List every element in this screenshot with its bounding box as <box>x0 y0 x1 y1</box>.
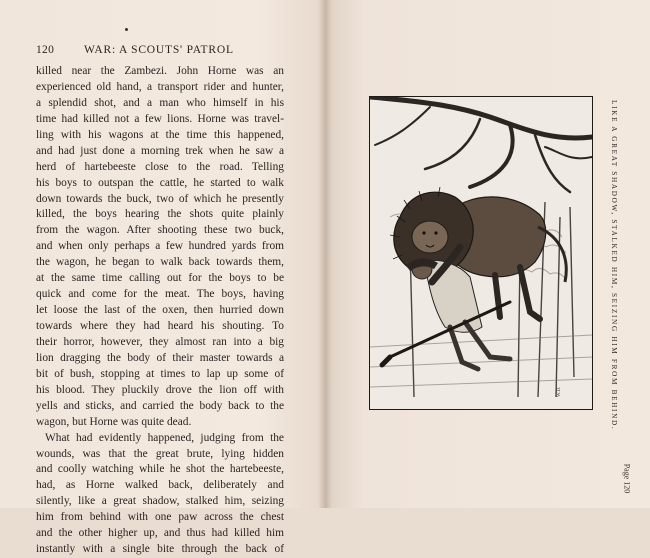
text-line: time had killed not a few lions. Horne was travel- <box>36 112 284 125</box>
text-line: bit of bush, stopping at times to lap up some of <box>36 367 284 380</box>
illustration-plate <box>369 96 593 410</box>
text-line: silently, like a great shadow, stalked him, seizing <box>36 495 284 508</box>
text-line: instantly with a single bite through the back of <box>36 543 284 556</box>
text-line: wagon, but Horne was quite dead. <box>36 415 192 428</box>
text-line: his boys to outspan the cattle, he started to walk <box>36 176 284 189</box>
plate-caption: LIKE A GREAT SHADOW, STALKED HIM, SEIZING HIM FROM BEHIND. <box>610 100 618 431</box>
text-line: his blood. They pluckily drove the lion off with <box>36 383 284 396</box>
text-line: towards where they had heard his shouting. To <box>36 320 284 332</box>
text-line: herd of hartebeeste close to the road. Telling <box>36 160 284 173</box>
text-line: from the wagon. After shooting these two buck, <box>36 224 284 237</box>
text-line: lion dragging the body of their master towards a <box>36 351 284 364</box>
left-page <box>0 0 325 556</box>
text-line: wounds, was that the great brute, lying hidden <box>36 447 284 460</box>
text-line: let loose the last of the oxen, then hurried down <box>36 304 284 317</box>
svg-text:W.D.: W.D. <box>557 386 562 397</box>
running-title: WAR: A SCOUTS' PATROL <box>84 44 234 56</box>
text-line: their horror, however, they almost ran into a big <box>36 335 284 348</box>
text-line: experienced old hand, a transport rider and hunter, <box>36 80 284 93</box>
text-line: and when only perhaps a few hundred yards from <box>36 240 284 253</box>
book-gutter <box>318 0 332 508</box>
page-mark <box>125 28 128 31</box>
text-line: What had evidently happened, judging from the <box>45 431 284 444</box>
body-text <box>36 64 284 558</box>
text-line: and the other higher up, and thus had killed him <box>36 527 284 540</box>
page-number: 120 <box>36 44 55 56</box>
text-line: the wagon, he began to walk back towards them, <box>36 256 284 269</box>
lion-attack-illustration <box>370 97 592 409</box>
plate-page-ref: Page 120 <box>622 463 632 494</box>
text-line: yells and sticks, and carried the body back to the <box>36 399 284 412</box>
text-line: at the same time calling out for the boys to be <box>36 272 284 285</box>
text-line: down towards the buck, two of which he presently <box>36 192 284 205</box>
text-line: had, as Horne walked back, deliberately and <box>36 479 284 492</box>
text-line: him from behind with one paw across the chest <box>36 511 284 524</box>
text-line: a splendid shot, and a man who himself in his <box>36 96 284 109</box>
text-line: killed near the Zambezi. John Horne was an <box>36 65 284 77</box>
text-line: and had just done a morning trek when he saw a <box>36 144 284 157</box>
text-line: quick and come for the meat. The boys, having <box>36 288 284 301</box>
text-line: ling with his wagons at the time this happened, <box>36 128 284 141</box>
text-line: and coolly watching while he shot the hartebeeste, <box>36 463 284 476</box>
text-line: killed, the boys hearing the shots quite plainly <box>36 208 284 221</box>
